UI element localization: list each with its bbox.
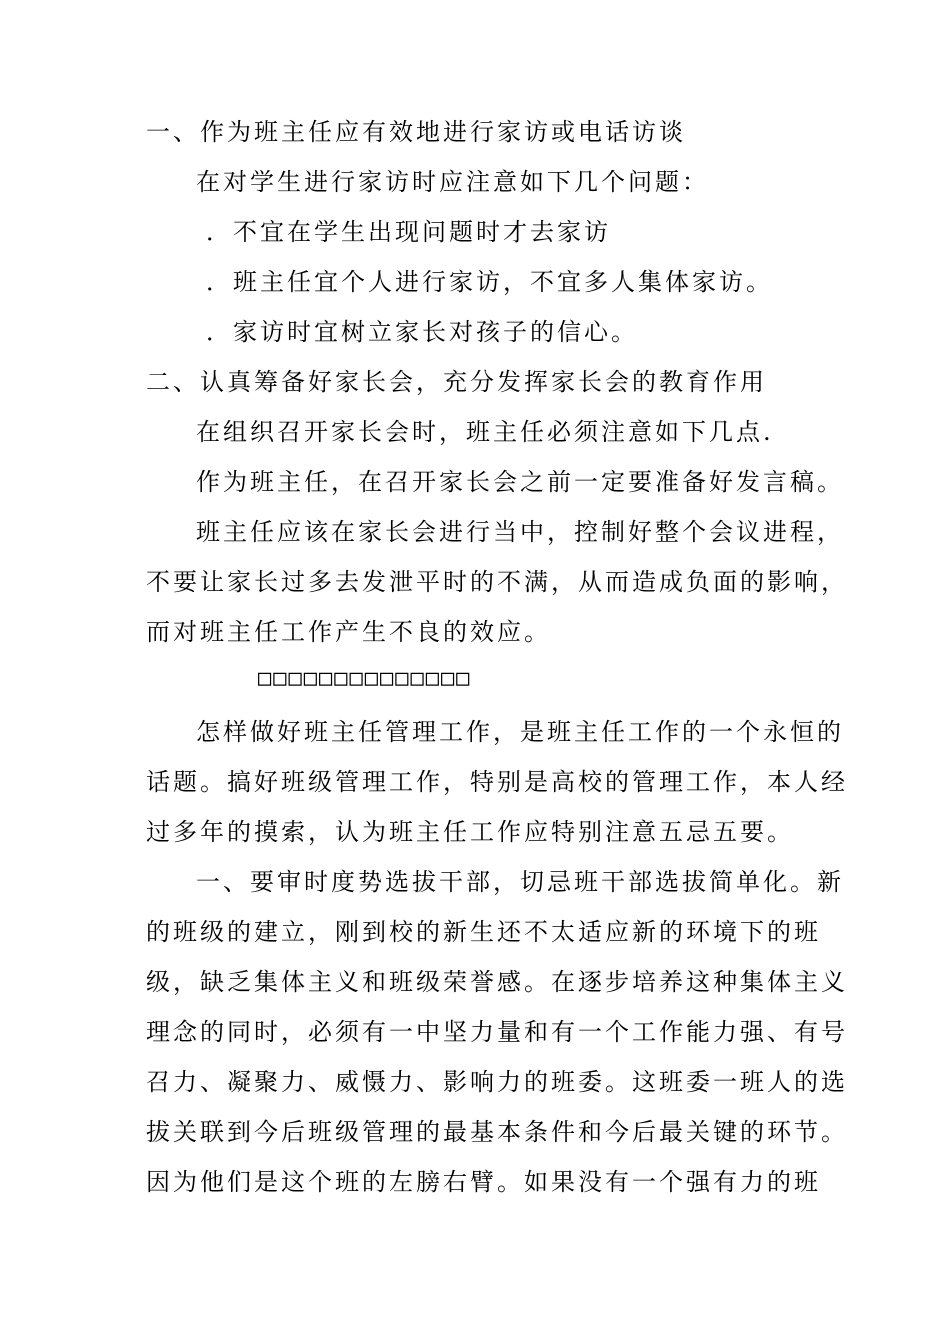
paragraph-line: 召力、凝聚力、威慑力、影响力的班委。这班委一班人的选 — [146, 1068, 848, 1096]
paragraph-line: 而对班主任工作产生不良的效应。 — [146, 618, 551, 646]
paragraph-line: 班主任应该在家长会进行当中，控制好整个会议进程， — [196, 518, 844, 546]
paragraph-line: 话题。搞好班级管理工作，特别是高校的管理工作，本人经 — [146, 768, 848, 796]
paragraph-line: 过多年的摸索，认为班主任工作应特别注意五忌五要。 — [146, 818, 794, 846]
section-heading-1: 一、作为班主任应有效地进行家访或电话访谈 — [146, 118, 686, 146]
list-item: ．家访时宜树立家长对孩子的信心。 — [206, 318, 638, 346]
article-title: □□□□□□□□□□□□□□ — [258, 666, 472, 691]
paragraph-line: 拔关联到今后班级管理的最基本条件和今后最关键的环节。 — [146, 1118, 848, 1146]
paragraph-line: 在组织召开家长会时，班主任必须注意如下几点. — [196, 418, 774, 446]
paragraph-line: 不要让家长过多去发泄平时的不满，从而造成负面的影响， — [146, 568, 848, 596]
paragraph-line: 理念的同时，必须有一中坚力量和有一个工作能力强、有号 — [146, 1018, 848, 1046]
paragraph-line: 的班级的建立，刚到校的新生还不太适应新的环境下的班 — [146, 918, 821, 946]
paragraph-line: 作为班主任，在召开家长会之前一定要准备好发言稿。 — [196, 468, 844, 496]
paragraph-line: 在对学生进行家访时应注意如下几个问题： — [196, 168, 709, 196]
list-item: ．不宜在学生出现问题时才去家访 — [206, 218, 611, 246]
paragraph-line: 一、要审时度势选拔干部，切忌班干部选拔简单化。新 — [196, 868, 844, 896]
list-item: ．班主任宜个人进行家访，不宜多人集体家访。 — [206, 268, 773, 296]
paragraph-line: 因为他们是这个班的左膀右臂。如果没有一个强有力的班 — [146, 1168, 821, 1196]
paragraph-line: 级，缺乏集体主义和班级荣誉感。在逐步培养这种集体主义 — [146, 968, 848, 996]
paragraph-line: 怎样做好班主任管理工作，是班主任工作的一个永恒的 — [196, 718, 844, 746]
section-heading-2: 二、认真筹备好家长会，充分发挥家长会的教育作用 — [146, 368, 767, 396]
